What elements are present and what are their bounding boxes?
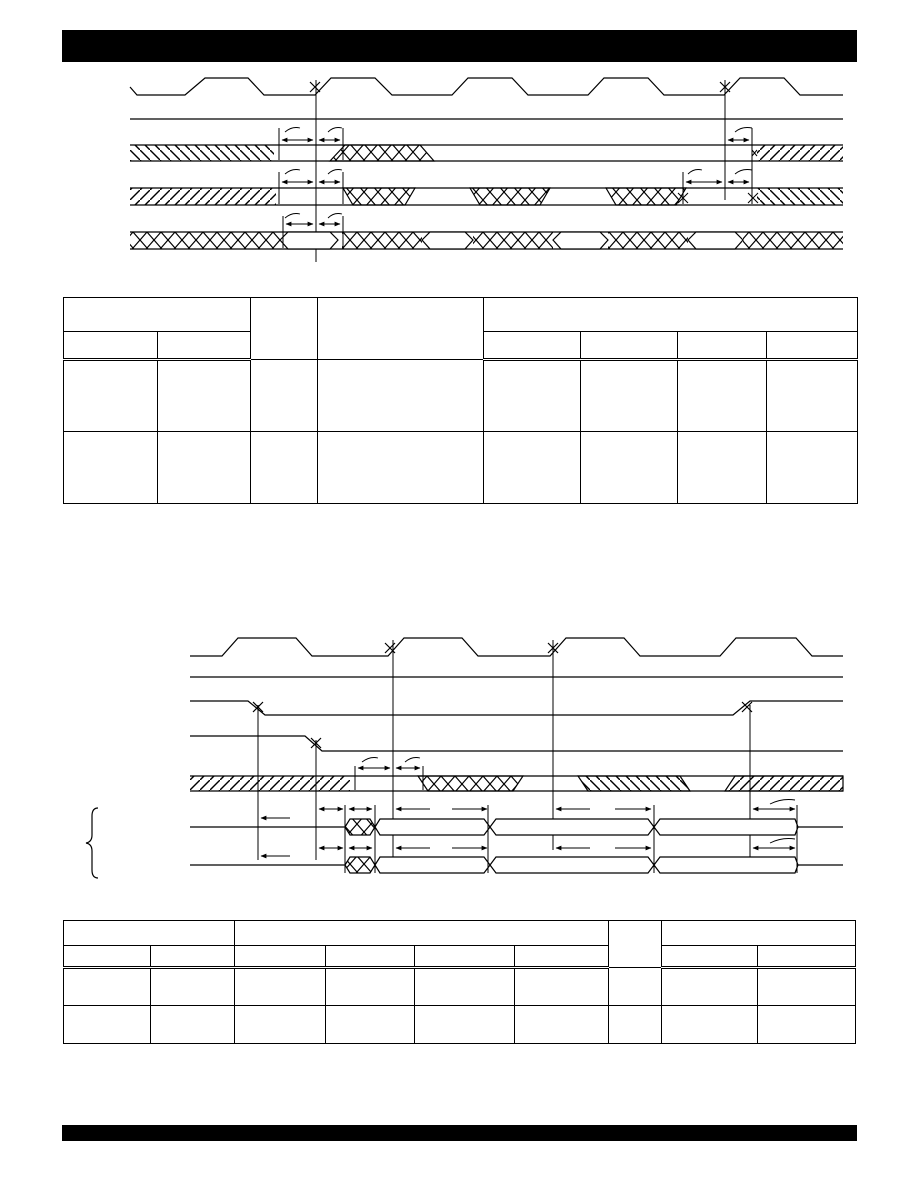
table2-subheader <box>415 946 515 968</box>
table2-subheader <box>235 946 326 968</box>
table2-subheader <box>758 946 856 968</box>
table1-subheader <box>767 332 858 360</box>
hatched-invalid-region <box>130 145 274 161</box>
data-valid-window <box>606 188 686 205</box>
table-row <box>64 968 856 1006</box>
table1-subheader <box>158 332 251 360</box>
hatched-invalid-region <box>757 145 843 161</box>
chip-select-waveform <box>190 701 843 715</box>
table1-subheader <box>581 332 678 360</box>
table2-header-col-7 <box>609 921 662 968</box>
table1-header-col-3 <box>251 298 318 360</box>
table2-subheader <box>662 946 758 968</box>
table1-header-group-2 <box>484 298 858 332</box>
clock-waveform-top <box>130 78 843 95</box>
output-enable-waveform <box>190 736 843 751</box>
address-valid-window <box>418 776 523 791</box>
bottom-timing-diagram <box>86 638 843 878</box>
timing-table-2 <box>63 920 856 1044</box>
table-row <box>64 360 858 432</box>
table2-subheader <box>151 946 235 968</box>
table-row <box>64 1006 856 1044</box>
bus-group-brace <box>86 808 98 878</box>
table2-subheader <box>326 946 415 968</box>
clock-edge-marker <box>310 82 320 92</box>
hatched-invalid-region <box>757 188 843 205</box>
table1-subheader <box>484 332 581 360</box>
bus-valid-segment <box>422 232 473 249</box>
table2-header-group-2 <box>235 921 609 946</box>
table-row <box>64 432 858 504</box>
table2-header-group-3 <box>662 921 856 946</box>
data-valid-window <box>330 145 434 161</box>
bus-valid-segment <box>280 232 338 249</box>
hatched-invalid-region <box>130 188 276 205</box>
data-valid-window <box>343 188 415 205</box>
timing-table-1 <box>63 297 858 504</box>
table1-subheader <box>64 332 158 360</box>
table2-subheader <box>515 946 609 968</box>
footer-bar <box>62 1125 857 1141</box>
bus-valid-segment <box>688 232 743 249</box>
table1-header-col-4 <box>318 298 484 360</box>
data-valid-window <box>470 188 550 205</box>
table2-subheader <box>64 946 151 968</box>
top-timing-diagram <box>130 78 843 262</box>
clock-waveform-bottom <box>190 638 843 656</box>
table2-header-group-1 <box>64 921 235 946</box>
bus-valid-segment <box>553 232 608 249</box>
table1-header-group-1 <box>64 298 251 332</box>
table1-subheader <box>678 332 767 360</box>
